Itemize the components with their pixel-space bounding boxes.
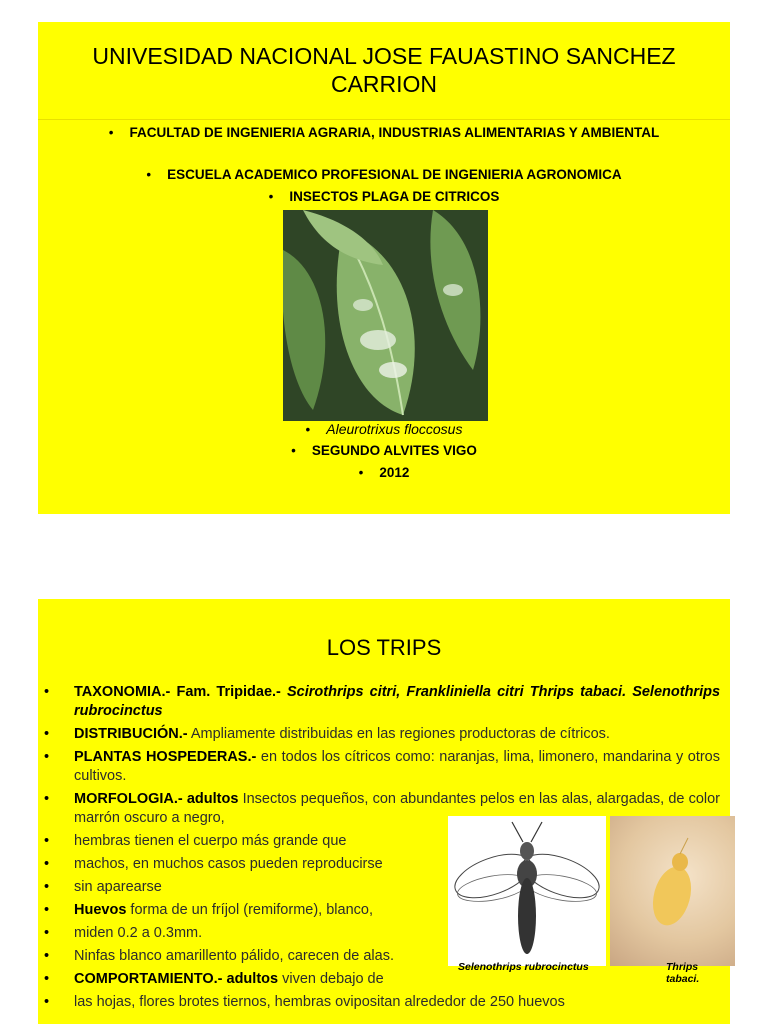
bullet-icon: • <box>108 125 114 140</box>
bullet-icon: • <box>44 726 50 742</box>
distribution-label: DISTRIBUCIÓN.- <box>74 726 188 742</box>
no-mating-text: sin aparearse <box>74 879 162 895</box>
thrips-drawing <box>448 816 606 966</box>
list-item <box>38 683 730 721</box>
eggs-size-text: miden 0.2 a 0.3mm. <box>74 925 203 941</box>
author-line <box>38 443 730 458</box>
leaves-text: las hojas, flores brotes tiernos, hembras ovipositan alrededor de 250 huevos <box>74 994 565 1010</box>
taxonomy-label: TAXONOMIA.- Fam. Tripidae.- <box>74 684 281 700</box>
bullet-icon: • <box>44 833 50 849</box>
hosts-text: en todos los cítricos como: naranjas, lima, limonero, mandarina y otros cultivos. <box>74 749 721 784</box>
species-text: Aleurotrixus floccosus <box>326 421 463 437</box>
trips-slide <box>38 599 730 1024</box>
bullet-icon: • <box>44 994 50 1010</box>
behaviour-text: viven debajo de <box>282 971 384 987</box>
females-text: hembras tienen el cuerpo más grande que <box>74 833 347 849</box>
bullet-icon: • <box>44 749 50 765</box>
faculty-line <box>38 125 730 140</box>
school-text: ESCUELA ACADEMICO PROFESIONAL DE INGENIERIA AGRONOMICA <box>167 167 622 182</box>
divider <box>38 119 730 120</box>
bullet-icon: • <box>44 925 50 941</box>
caption-right: Thrips tabaci. <box>666 961 700 985</box>
eggs-text: forma de un fríjol (remiforme), blanco, <box>130 902 373 918</box>
bullet-icon: • <box>44 902 50 918</box>
bullet-icon: • <box>291 443 296 458</box>
bullet-icon: • <box>44 971 50 987</box>
morphology-label: MORFOLOGIA.- adultos <box>74 791 239 807</box>
faculty-text: FACULTAD DE INGENIERIA AGRARIA, INDUSTRIAS ALIMENTARIAS Y AMBIENTAL <box>129 125 660 140</box>
list-item <box>38 725 730 744</box>
behaviour-label: COMPORTAMIENTO.- adultos <box>74 971 279 987</box>
bullet-icon: • <box>44 791 50 807</box>
bullet-icon: • <box>146 167 152 182</box>
list-item <box>38 748 730 786</box>
leaf-illustration <box>283 210 488 421</box>
list-item <box>38 970 730 989</box>
year-text: 2012 <box>379 465 410 480</box>
bullet-icon: • <box>44 684 50 700</box>
topic-text: INSECTOS PLAGA DE CITRICOS <box>289 189 500 204</box>
university-title: UNIVESIDAD NACIONAL JOSE FAUASTINO SANCHEZ CARRION <box>92 43 676 97</box>
citrus-leaf-photo <box>283 210 488 421</box>
species-line <box>38 421 730 437</box>
thrips-larva-illustration <box>610 816 735 966</box>
eggs-label: Huevos <box>74 902 127 918</box>
title-slide <box>38 22 730 514</box>
list-item <box>38 993 730 1012</box>
morphology-text: Insectos pequeños, con abundantes pelos en las alas, alargadas, de color marrón oscuro a negro, <box>74 791 721 826</box>
taxonomy-species: Scirothrips citri, Frankliniella citri Thrips tabaci. Selenothrips rubrocinctus <box>74 684 721 719</box>
winged-thrips-illustration <box>448 816 606 966</box>
males-text: machos, en muchos casos pueden reproducirse <box>74 856 383 872</box>
thrips-photo <box>610 816 735 966</box>
bullet-icon: • <box>44 879 50 895</box>
nymphs-text: Ninfas blanco amarillento pálido, carecen de alas. <box>74 948 394 964</box>
slide-title: LOS TRIPS <box>326 635 442 660</box>
bullet-icon: • <box>44 856 50 872</box>
hosts-label: PLANTAS HOSPEDERAS.- <box>74 749 257 765</box>
bullet-icon: • <box>305 422 311 437</box>
bullet-icon: • <box>268 189 274 204</box>
bullet-icon: • <box>44 948 50 964</box>
caption-left: Selenothrips rubrocinctus <box>458 961 589 973</box>
year-line <box>38 465 730 480</box>
bullet-icon: • <box>358 465 364 480</box>
school-line <box>38 167 730 182</box>
topic-line <box>38 189 730 204</box>
distribution-text: Ampliamente distribuidas en las regiones productoras de cítricos. <box>190 726 610 742</box>
author-text: SEGUNDO ALVITES VIGO <box>311 443 477 458</box>
